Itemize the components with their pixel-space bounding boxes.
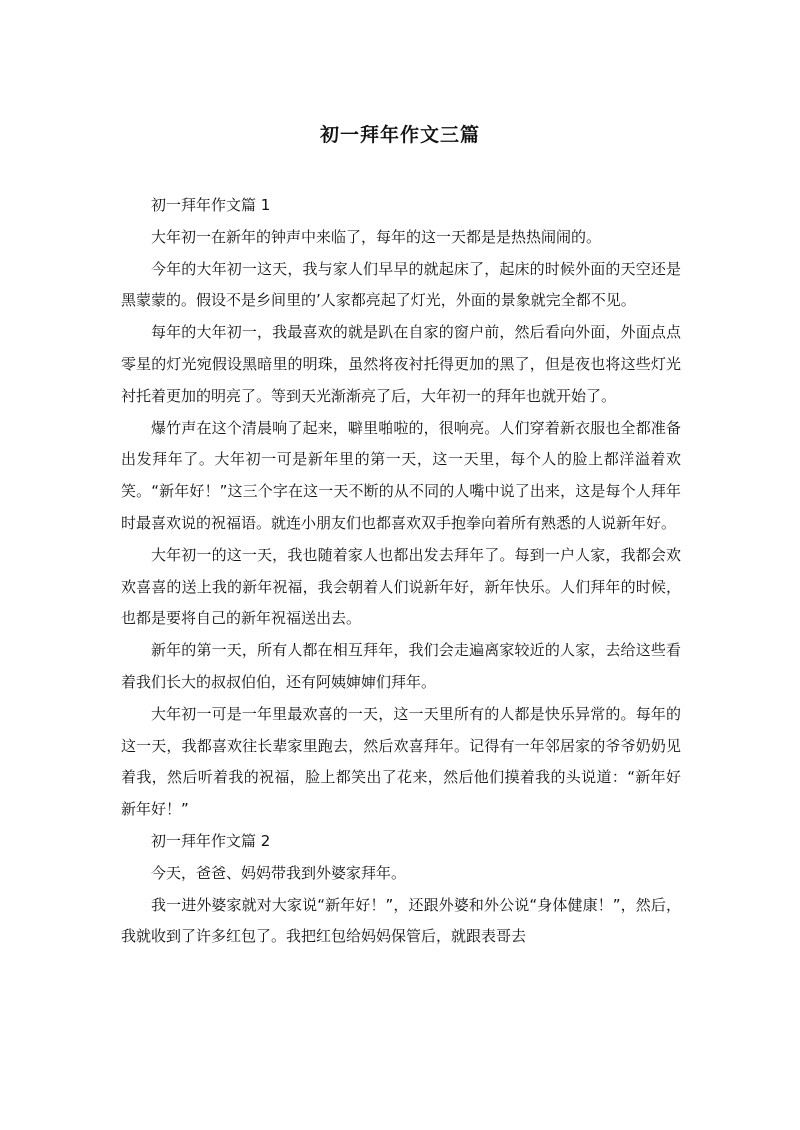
- paragraph: 今天，爸爸、妈妈带我到外婆家拜年。: [151, 863, 407, 882]
- paragraph: 爆竹声在这个清晨响了起来，噼里啪啦的，很响亮。人们穿着新衣服也全都准备出发拜年了。大年初一可是新年里的第一天，这一天里，每个人的脸上都洋溢着欢笑。“新年好！”这三个字在这一天不断的从不同的人嘴中说了出来，这是每个人拜年时最喜欢说的祝福语。就连小朋友们也都喜欢双手抱拳向着所有熟悉的人说新年好。: [121, 418, 681, 532]
- paragraph: 大年初一可是一年里最欢喜的一天，这一天里所有的人都是快乐异常的。每年的这一天，我都喜欢往长辈家里跑去，然后欢喜拜年。记得有一年邻居家的爷爷奶奶见着我，然后听着我的祝福，脸上都笑出了花来，然后他们摸着我的头说道：“新年好新年好！”: [121, 704, 681, 819]
- section-heading: 初一拜年作文篇 1: [151, 196, 271, 214]
- paragraph: 今年的大年初一这天，我与家人们早早的就起床了，起床的时候外面的天空还是黑蒙蒙的。假设不是乡间里的’人家都亮起了灯光，外面的景象就完全都不见。: [121, 259, 681, 310]
- paragraph: 大年初一的这一天，我也随着家人也都出发去拜年了。每到一户人家，我都会欢欢喜喜的送上我的新年祝福，我会朝着人们说新年好，新年快乐。人们拜年的时候，也都是要将自己的新年祝福送出去。: [121, 545, 681, 628]
- paragraph: 新年的第一天，所有人都在相互拜年，我们会走遍离家较近的人家，去给这些看着我们长大的叔叔伯伯，还有阿姨婶婶们拜年。: [121, 641, 681, 691]
- paragraph: 每年的大年初一，我最喜欢的就是趴在自家的窗户前，然后看向外面，外面点点零星的灯光宛假设黑暗里的明珠，虽然将夜衬托得更加的黑了，但是夜也将这些灯光衬托着更加的明亮了。等到天光渐渐亮了后，大年初一的拜年也就开始了。: [121, 323, 681, 405]
- paragraph: 我一进外婆家就对大家说“新年好！”，还跟外婆和外公说“身体健康！”，然后，我就收到了许多红包了。我把红包给妈妈保管后，就跟表哥去: [121, 895, 681, 946]
- document-body: [121, 190, 681, 953]
- paragraph: 大年初一在新年的钟声中来临了，每年的这一天都是是热热闹闹的。: [151, 227, 602, 246]
- section-heading: 初一拜年作文篇 2: [151, 831, 271, 850]
- document-title: 初一拜年作文三篇: [319, 124, 480, 146]
